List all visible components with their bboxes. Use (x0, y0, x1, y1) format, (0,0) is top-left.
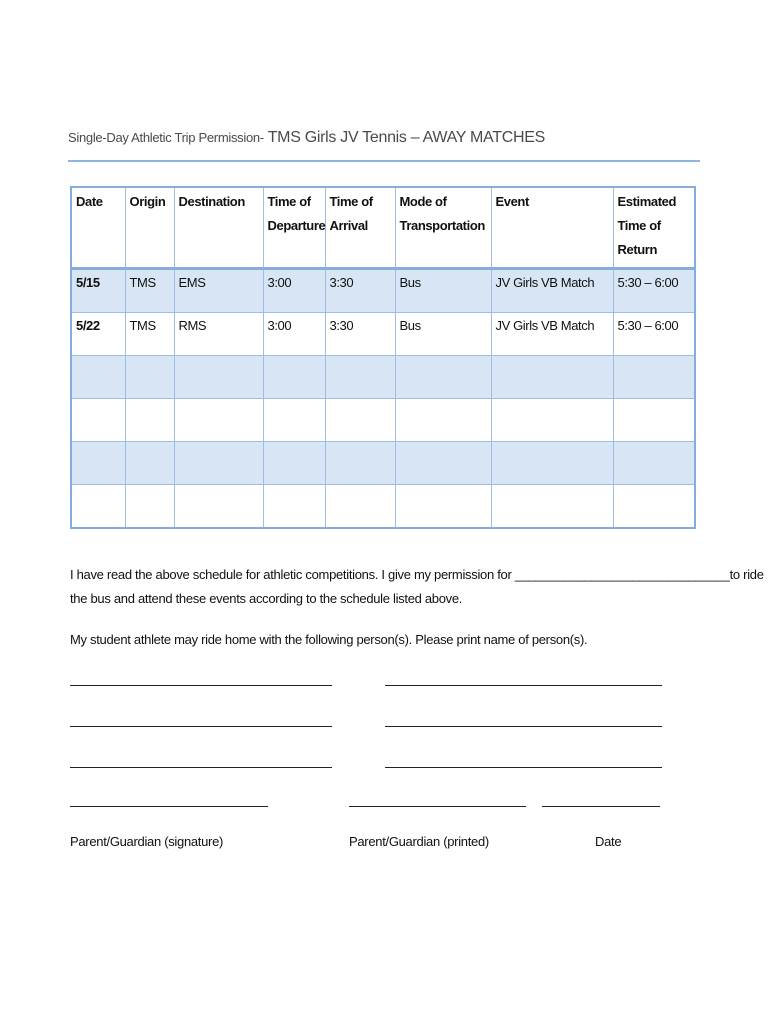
cell-date: 5/22 (71, 313, 125, 356)
cell-destination: RMS (174, 313, 263, 356)
header-return: Estimated Time of Return (613, 187, 695, 269)
cell-empty (174, 399, 263, 442)
name-line-left-1[interactable] (70, 685, 332, 686)
cell-empty (395, 442, 491, 485)
cell-empty (263, 485, 325, 529)
cell-empty (263, 356, 325, 399)
cell-date: 5/15 (71, 269, 125, 313)
table-row (71, 399, 695, 442)
table-row (71, 485, 695, 529)
table-row (71, 442, 695, 485)
cell-empty (491, 356, 613, 399)
title-bar (68, 124, 700, 162)
cell-empty (491, 442, 613, 485)
cell-empty (125, 485, 174, 529)
parent-printed-label: Parent/Guardian (printed) (349, 834, 489, 849)
permission-line-2: the bus and attend these events according to the schedule listed above. (70, 591, 463, 606)
cell-empty (71, 485, 125, 529)
cell-empty (125, 356, 174, 399)
cell-empty (613, 442, 695, 485)
cell-empty (71, 399, 125, 442)
cell-empty (613, 485, 695, 529)
cell-departure: 3:00 (263, 269, 325, 313)
name-line-right-3[interactable] (385, 767, 662, 768)
permission-line-1: I have read the above schedule for athletic competitions. I give my permission for _______________________________to ride (70, 567, 764, 582)
table-header-row (71, 187, 695, 269)
header-destination: Destination (174, 187, 263, 269)
page-title (68, 129, 545, 147)
cell-empty (395, 399, 491, 442)
parent-printed-line[interactable] (349, 806, 526, 807)
cell-arrival: 3:30 (325, 269, 395, 313)
cell-empty (125, 399, 174, 442)
cell-empty (613, 399, 695, 442)
name-line-right-2[interactable] (385, 726, 662, 727)
date-line[interactable] (542, 806, 660, 807)
cell-empty (325, 399, 395, 442)
cell-empty (325, 485, 395, 529)
header-origin: Origin (125, 187, 174, 269)
header-transportation: Mode of Transportation (395, 187, 491, 269)
cell-origin: TMS (125, 313, 174, 356)
header-arrival: Time of Arrival (325, 187, 395, 269)
title-part-2: TMS Girls JV Tennis – AWAY MATCHES (263, 129, 545, 146)
name-line-left-3[interactable] (70, 767, 332, 768)
cell-event: JV Girls VB Match (491, 313, 613, 356)
ride-home-statement: My student athlete may ride home with the following person(s). Please print name of person(s). (70, 632, 588, 647)
cell-empty (174, 356, 263, 399)
cell-empty (491, 485, 613, 529)
permission-statement (70, 563, 764, 611)
cell-empty (325, 442, 395, 485)
cell-return: 5:30 – 6:00 (613, 269, 695, 313)
cell-origin: TMS (125, 269, 174, 313)
table-row (71, 313, 695, 356)
name-line-left-2[interactable] (70, 726, 332, 727)
cell-empty (125, 442, 174, 485)
cell-empty (263, 399, 325, 442)
table-row (71, 356, 695, 399)
cell-empty (395, 485, 491, 529)
cell-empty (263, 442, 325, 485)
cell-arrival: 3:30 (325, 313, 395, 356)
header-event: Event (491, 187, 613, 269)
cell-return: 5:30 – 6:00 (613, 313, 695, 356)
cell-empty (491, 399, 613, 442)
cell-empty (174, 485, 263, 529)
cell-empty (71, 442, 125, 485)
table-row (71, 269, 695, 313)
date-label: Date (595, 834, 622, 849)
parent-signature-line[interactable] (70, 806, 268, 807)
cell-transportation: Bus (395, 269, 491, 313)
header-departure: Time of Departure (263, 187, 325, 269)
cell-event: JV Girls VB Match (491, 269, 613, 313)
cell-transportation: Bus (395, 313, 491, 356)
name-line-right-1[interactable] (385, 685, 662, 686)
cell-destination: EMS (174, 269, 263, 313)
title-part-1: Single-Day Athletic Trip Permission- (68, 130, 264, 145)
schedule-table (70, 186, 696, 529)
cell-empty (174, 442, 263, 485)
cell-empty (71, 356, 125, 399)
cell-empty (613, 356, 695, 399)
cell-departure: 3:00 (263, 313, 325, 356)
cell-empty (395, 356, 491, 399)
header-date: Date (71, 187, 125, 269)
parent-signature-label: Parent/Guardian (signature) (70, 834, 224, 849)
cell-empty (325, 356, 395, 399)
